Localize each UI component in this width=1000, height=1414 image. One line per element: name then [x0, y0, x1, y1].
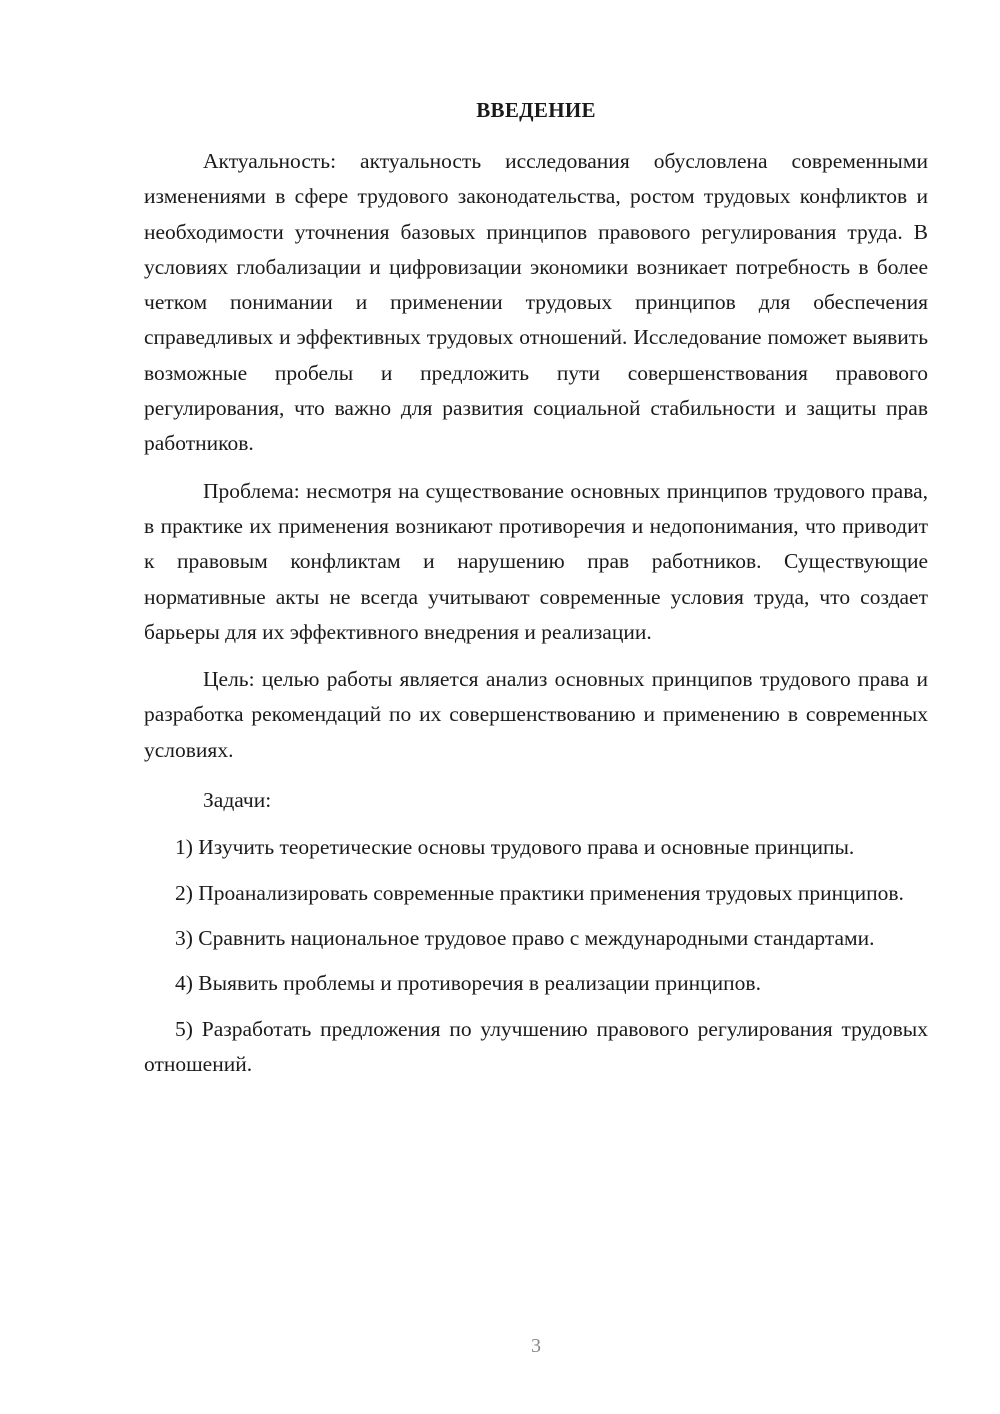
relevance-paragraph: Актуальность: актуальность исследования обусловлена современными изменениями в сфере трудового законодательства, ростом трудовых конфликтов и необходимости уточнения базовых принципов правового регулирования труда. В условиях глобализации и цифровизации экономики возникает потребность в более четком понимании и применении трудовых принципов для обеспечения справедливых и эффективных трудовых отношений. Исследование поможет выявить возможные пробелы и предложить пути совершенствования правового регулирования, что важно для развития социальной стабильности и защиты прав работников. — [144, 149, 928, 456]
goal-paragraph: Цель: целью работы является анализ основных принципов трудового права и разработка рекомендаций по их совершенствованию и применению в современных условиях. — [144, 667, 928, 762]
document-body — [144, 93, 928, 1092]
problem-paragraph: Проблема: несмотря на существование основных принципов трудового права, в практике их применения возникают противоречия и недопонимания, что приводит к правовым конфликтам и нарушению прав работников. Существующие нормативные акты не всегда учитывают современные условия труда, что создает барьеры для их эффективного внедрения и реализации. — [144, 478, 928, 644]
tasks-heading: Задачи: — [203, 788, 272, 813]
section-title: ВВЕДЕНИЕ — [476, 98, 596, 122]
task-item: 1) Изучить теоретические основы трудового права и основные принципы. — [175, 835, 855, 860]
task-item: 2) Проанализировать современные практики применения трудовых принципов. — [175, 880, 904, 905]
task-item: 5) Разработать предложения по улучшению правового регулирования трудовых отношений. — [144, 1016, 928, 1076]
tasks-list — [144, 830, 928, 1082]
task-item: 4) Выявить проблемы и противоречия в реализации принципов. — [175, 971, 761, 996]
page-number: 3 — [531, 1335, 541, 1357]
task-item: 3) Сравнить национальное трудовое право с международными стандартами. — [175, 925, 875, 950]
